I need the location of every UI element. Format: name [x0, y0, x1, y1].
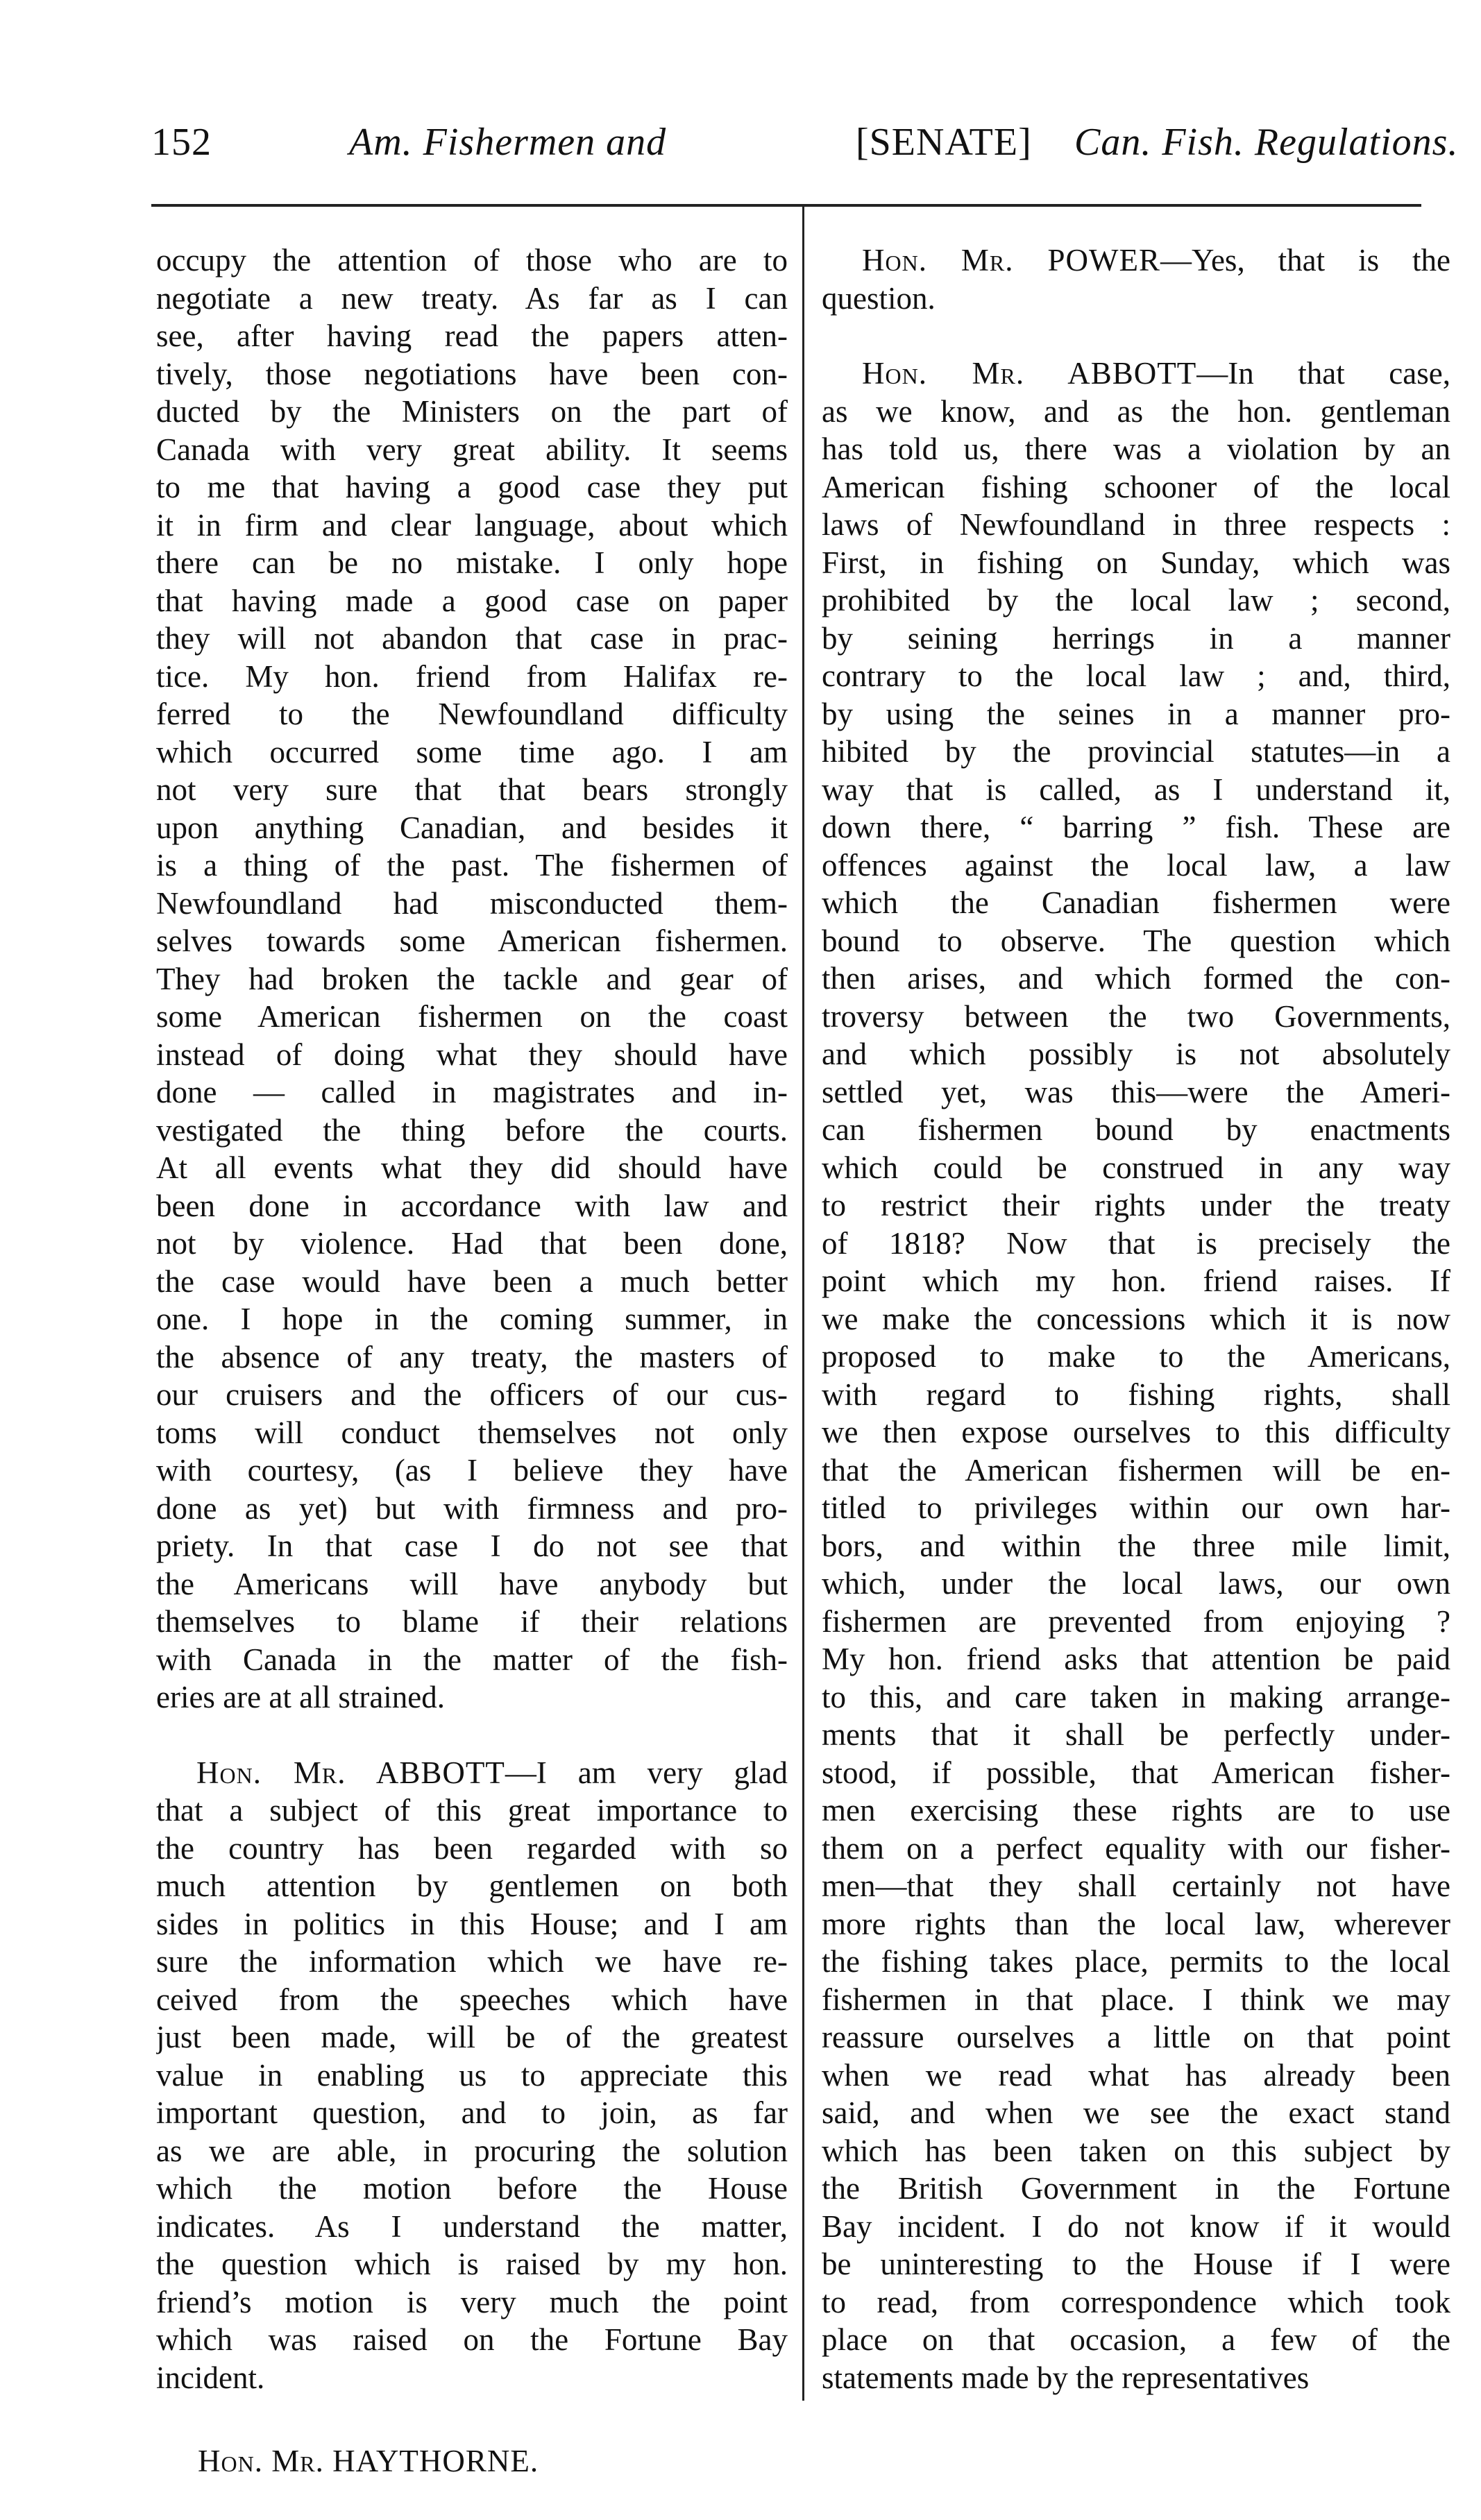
- left-column: [156, 241, 788, 2396]
- text-line: it in firm and clear language, about which: [156, 507, 788, 543]
- text-line: [822, 1035, 1450, 1073]
- text-line: which occurred some time ago. I am: [156, 734, 788, 769]
- text-line: [822, 1149, 1450, 1187]
- text-line: [822, 393, 1450, 431]
- text-line: [822, 2359, 1450, 2397]
- right-paragraph-1: [822, 241, 1450, 317]
- line-text: contrary to the local law ; and, third,: [822, 658, 1450, 693]
- text-line: [822, 620, 1450, 658]
- line-text: proposed to make to the Americans,: [822, 1339, 1450, 1374]
- text-line: toms will conduct themselves not only: [156, 1415, 788, 1450]
- text-line: [822, 1603, 1450, 1641]
- text-line: with courtesy, (as I believe they have: [156, 1453, 788, 1488]
- line-text: them on a perfect equality with our fisher-: [822, 1830, 1450, 1866]
- text-line: [156, 2018, 788, 2057]
- page-number: 152: [151, 121, 212, 164]
- line-text: to this, and care taken in making arrange-: [822, 1679, 1450, 1714]
- speaker-label: Hon. Mr. ABBOTT: [196, 1755, 505, 1790]
- text-line: [822, 2321, 1450, 2359]
- text-line: [156, 2170, 788, 2208]
- line-text: statements made by the representatives: [822, 2360, 1310, 2395]
- text-line: [822, 2245, 1450, 2283]
- header-right-title: Can. Fish. Regulations.: [1074, 121, 1459, 164]
- text-line: [822, 1640, 1450, 1678]
- text-line: Canada with very great ability. It seems: [156, 432, 788, 467]
- line-text: which, under the local laws, our own: [822, 1566, 1450, 1601]
- line-text: troversy between the two Governments,: [822, 998, 1450, 1034]
- text-line: [822, 241, 1450, 280]
- text-line: [822, 657, 1450, 695]
- text-line: [822, 1791, 1450, 1830]
- text-line: [156, 2245, 788, 2283]
- text-line: [822, 581, 1450, 620]
- text-line: [156, 1830, 788, 1868]
- text-line: instead of doing what they should have: [156, 1037, 788, 1072]
- line-text: place on that occasion, a few of the: [822, 2322, 1450, 2357]
- text-line: [822, 1413, 1450, 1451]
- text-line: [156, 2132, 788, 2170]
- line-text: My hon. friend asks that attention be paid: [822, 1642, 1450, 1676]
- line-text: offences against the local law, a law: [822, 847, 1450, 883]
- line-text: just been made, will be of the greatest: [156, 2020, 788, 2054]
- text-line: [822, 1905, 1450, 1943]
- text-line: the Americans will have anybody but: [156, 1566, 788, 1601]
- text-line: [822, 2132, 1450, 2170]
- line-text: to restrict their rights under the treaty: [822, 1188, 1450, 1223]
- line-text: which has been taken on this subject by: [822, 2133, 1450, 2168]
- text-line: [822, 960, 1450, 998]
- right-paragraph-2: [822, 355, 1450, 2396]
- text-line: negotiate a new treaty. As far as I can: [156, 280, 788, 316]
- text-line: been done in accordance with law and: [156, 1188, 788, 1223]
- text-line: [822, 2170, 1450, 2208]
- text-line: [822, 808, 1450, 846]
- text-line: [822, 2057, 1450, 2095]
- speaker-label: Hon. Mr. POWER: [862, 243, 1160, 278]
- line-text: and which possibly is not absolutely: [822, 1037, 1450, 1071]
- text-line: not very sure that that bears strongly: [156, 772, 788, 807]
- text-line: our cruisers and the officers of our cus-: [156, 1377, 788, 1412]
- text-line: [822, 922, 1450, 960]
- line-text: settled yet, was this—were the Ameri-: [822, 1074, 1450, 1109]
- line-text: that the American fishermen will be en-: [822, 1452, 1450, 1488]
- text-line: [822, 1225, 1450, 1263]
- line-text: ments that it shall be perfectly under-: [822, 1717, 1450, 1752]
- running-header: [151, 111, 1459, 173]
- text-line: [822, 2094, 1450, 2132]
- text-line: ducted by the Ministers on the part of: [156, 394, 788, 429]
- text-line: one. I hope in the coming summer, in: [156, 1302, 788, 1336]
- line-text: which the motion before the House: [156, 2171, 788, 2206]
- text-line: [822, 280, 1450, 318]
- text-line: Newfoundland had misconducted them-: [156, 885, 788, 921]
- text-line: not by violence. Had that been done,: [156, 1226, 788, 1261]
- line-text: the British Government in the Fortune: [822, 2171, 1450, 2206]
- line-text: incident.: [156, 2360, 265, 2395]
- line-text: sure the information which we have re-: [156, 1944, 788, 1979]
- text-line: done — called in magistrates and in-: [156, 1075, 788, 1109]
- line-text: has told us, there was a violation by an: [822, 432, 1450, 466]
- text-line: is a thing of the past. The fishermen of: [156, 848, 788, 883]
- text-line: [156, 1867, 788, 1905]
- line-text: men exercising these rights are to use: [822, 1793, 1450, 1828]
- text-line: [822, 1867, 1450, 1905]
- line-text: which could be construed in any way: [822, 1150, 1450, 1185]
- closing-speaker-heading: [198, 2442, 539, 2480]
- text-line: [156, 1905, 788, 1943]
- text-line: tively, those negotiations have been con-: [156, 356, 788, 391]
- text-line: [156, 2057, 788, 2095]
- text-line: selves towards some American fishermen.: [156, 923, 788, 958]
- line-text: indicates. As I understand the matter,: [156, 2208, 788, 2244]
- line-text: bound to observe. The question which: [822, 923, 1450, 958]
- text-line: there can be no mistake. I only hope: [156, 545, 788, 580]
- text-line: [822, 355, 1450, 393]
- line-text: fishermen in that place. I think we may: [822, 1982, 1450, 2017]
- text-line: [822, 1186, 1450, 1225]
- text-line: [822, 1451, 1450, 1490]
- text-line: [822, 2208, 1450, 2246]
- text-line: [822, 1678, 1450, 1717]
- line-text: we then expose ourselves to this difficulty: [822, 1415, 1450, 1449]
- header-rule: [151, 204, 1421, 207]
- text-line: [156, 1981, 788, 2019]
- line-text: with regard to fishing rights, shall: [822, 1377, 1450, 1412]
- line-text: as we know, and as the hon. gentleman: [822, 393, 1450, 429]
- speaker-label: Hon. Mr. ABBOTT: [862, 356, 1197, 391]
- text-line: [822, 1527, 1450, 1565]
- text-line: the case would have been a much better: [156, 1263, 788, 1299]
- text-line: [822, 1073, 1450, 1112]
- text-line: [156, 2359, 788, 2397]
- text-line: [156, 1754, 788, 1792]
- text-line: [822, 1262, 1450, 1300]
- text-line: [822, 1754, 1450, 1792]
- text-line: [822, 884, 1450, 922]
- line-text: point which my hon. friend raises. If: [822, 1263, 1450, 1298]
- left-paragraph-2: [156, 1754, 788, 2397]
- text-line: [822, 1489, 1450, 1527]
- text-line: [822, 544, 1450, 582]
- text-line: At all events what they did should have: [156, 1150, 788, 1185]
- text-line: [822, 695, 1450, 733]
- line-text: fishermen are prevented from enjoying ?: [822, 1603, 1450, 1639]
- text-line: themselves to blame if their relations: [156, 1604, 788, 1639]
- text-line: ferred to the Newfoundland difficulty: [156, 697, 788, 731]
- line-text: reassure ourselves a little on that point: [822, 2020, 1450, 2054]
- line-text: when we read what has already been: [822, 2057, 1450, 2093]
- text-line: [156, 2321, 788, 2359]
- line-text: to read, from correspondence which took: [822, 2284, 1450, 2319]
- line-text: hibited by the provincial statutes—in a: [822, 734, 1450, 769]
- line-text: way that is called, as I understand it,: [822, 772, 1450, 807]
- text-line: vestigated the thing before the courts.: [156, 1112, 788, 1148]
- column-divider: [802, 207, 804, 2401]
- text-line: eries are at all strained.: [156, 1680, 446, 1714]
- text-line: [822, 771, 1450, 809]
- line-text: sides in politics in this House; and I am: [156, 1906, 788, 1941]
- line-text: prohibited by the local law ; second,: [822, 583, 1450, 618]
- text-line: [822, 1981, 1450, 2019]
- line-text: down there, “ barring ” fish. These are: [822, 810, 1450, 844]
- line-text: bors, and within the three mile limit,: [822, 1528, 1450, 1563]
- text-line: [156, 2208, 788, 2246]
- line-text: be uninteresting to the House if I were: [822, 2247, 1450, 2281]
- line-text: then arises, and which formed the con-: [822, 961, 1450, 996]
- line-text: stood, if possible, that American fisher-: [822, 1755, 1450, 1790]
- line-text: the fishing takes place, permits to the local: [822, 1944, 1450, 1979]
- line-text: laws of Newfoundland in three respects :: [822, 507, 1450, 542]
- line-text: American fishing schooner of the local: [822, 469, 1450, 504]
- line-text: by seining herrings in a manner: [822, 620, 1450, 656]
- text-line: [822, 468, 1450, 506]
- line-text: ceived from the speeches which have: [156, 1982, 788, 2017]
- line-text: —In that case,: [1196, 356, 1450, 391]
- text-line: [822, 1565, 1450, 1603]
- text-line: upon anything Canadian, and besides it: [156, 810, 788, 845]
- line-text: the country has been regarded with so: [156, 1830, 788, 1866]
- line-text: value in enabling us to appreciate this: [156, 2057, 788, 2093]
- text-line: tice. My hon. friend from Halifax re-: [156, 658, 788, 694]
- line-text: of 1818? Now that is precisely the: [822, 1225, 1450, 1261]
- text-line: [822, 506, 1450, 544]
- text-line: [822, 998, 1450, 1036]
- text-line: some American fishermen on the coast: [156, 999, 788, 1034]
- text-line: [822, 1830, 1450, 1868]
- text-line: They had broken the tackle and gear of: [156, 961, 788, 996]
- text-line: [822, 2018, 1450, 2057]
- text-line: [156, 1943, 788, 1981]
- paragraph-gap: [156, 1717, 788, 1754]
- line-text: men—that they shall certainly not have: [822, 1868, 1450, 1903]
- header-left-title: Am. Fishermen and: [349, 121, 667, 164]
- text-line: [156, 2094, 788, 2132]
- text-line: [156, 1791, 788, 1830]
- text-line: priety. In that case I do not see that: [156, 1529, 788, 1563]
- left-paragraph-1: [156, 241, 788, 1717]
- text-line: done as yet) but with firmness and pro-: [156, 1490, 788, 1526]
- line-text: we make the concessions which it is now: [822, 1301, 1450, 1336]
- right-column: [822, 241, 1450, 2396]
- text-line: the absence of any treaty, the masters of: [156, 1339, 788, 1374]
- text-line: [156, 2283, 788, 2322]
- line-text: question.: [822, 280, 936, 316]
- text-line: [822, 1111, 1450, 1149]
- text-line: [822, 2283, 1450, 2322]
- line-text: which was raised on the Fortune Bay: [156, 2322, 788, 2357]
- line-text: —I am very glad: [505, 1755, 788, 1790]
- line-text: by using the seines in a manner pro-: [822, 696, 1450, 731]
- line-text: which the Canadian fishermen were: [822, 885, 1450, 920]
- line-text: the question which is raised by my hon.: [156, 2247, 788, 2281]
- text-line: they will not abandon that case in prac-: [156, 621, 788, 656]
- header-center-title: [SENATE]: [856, 121, 1032, 164]
- text-line: [822, 733, 1450, 771]
- text-line: [822, 430, 1450, 468]
- text-line: to me that having a good case they put: [156, 470, 788, 504]
- text-line: see, after having read the papers atten-: [156, 318, 788, 353]
- line-text: titled to privileges within our own har-: [822, 1490, 1450, 1525]
- text-line: [822, 1376, 1450, 1414]
- text-line: occupy the attention of those who are to: [156, 243, 788, 278]
- line-text: more rights than the local law, wherever: [822, 1906, 1450, 1941]
- text-line: [822, 846, 1450, 885]
- text-line: that having made a good case on paper: [156, 583, 788, 618]
- line-text: friend’s motion is very much the point: [156, 2284, 788, 2319]
- line-text: said, and when we see the exact stand: [822, 2095, 1450, 2130]
- text-line: [822, 1943, 1450, 1981]
- line-text: can fishermen bound by enactments: [822, 1112, 1450, 1147]
- text-line: [822, 1716, 1450, 1754]
- text-line: [822, 1338, 1450, 1376]
- line-text: that a subject of this great importance to: [156, 1793, 788, 1828]
- speaker-label: Hon. Mr. HAYTHORNE.: [198, 2444, 539, 2478]
- text-line: [822, 1300, 1450, 1338]
- line-text: much attention by gentlemen on both: [156, 1868, 788, 1903]
- text-line: with Canada in the matter of the fish-: [156, 1642, 788, 1677]
- paragraph-gap: [822, 317, 1450, 355]
- line-text: Bay incident. I do not know if it would: [822, 2208, 1450, 2244]
- line-text: as we are able, in procuring the solution: [156, 2133, 788, 2168]
- line-text: important question, and to join, as far: [156, 2095, 788, 2130]
- line-text: —Yes, that is the: [1160, 243, 1450, 278]
- line-text: First, in fishing on Sunday, which was: [822, 545, 1450, 580]
